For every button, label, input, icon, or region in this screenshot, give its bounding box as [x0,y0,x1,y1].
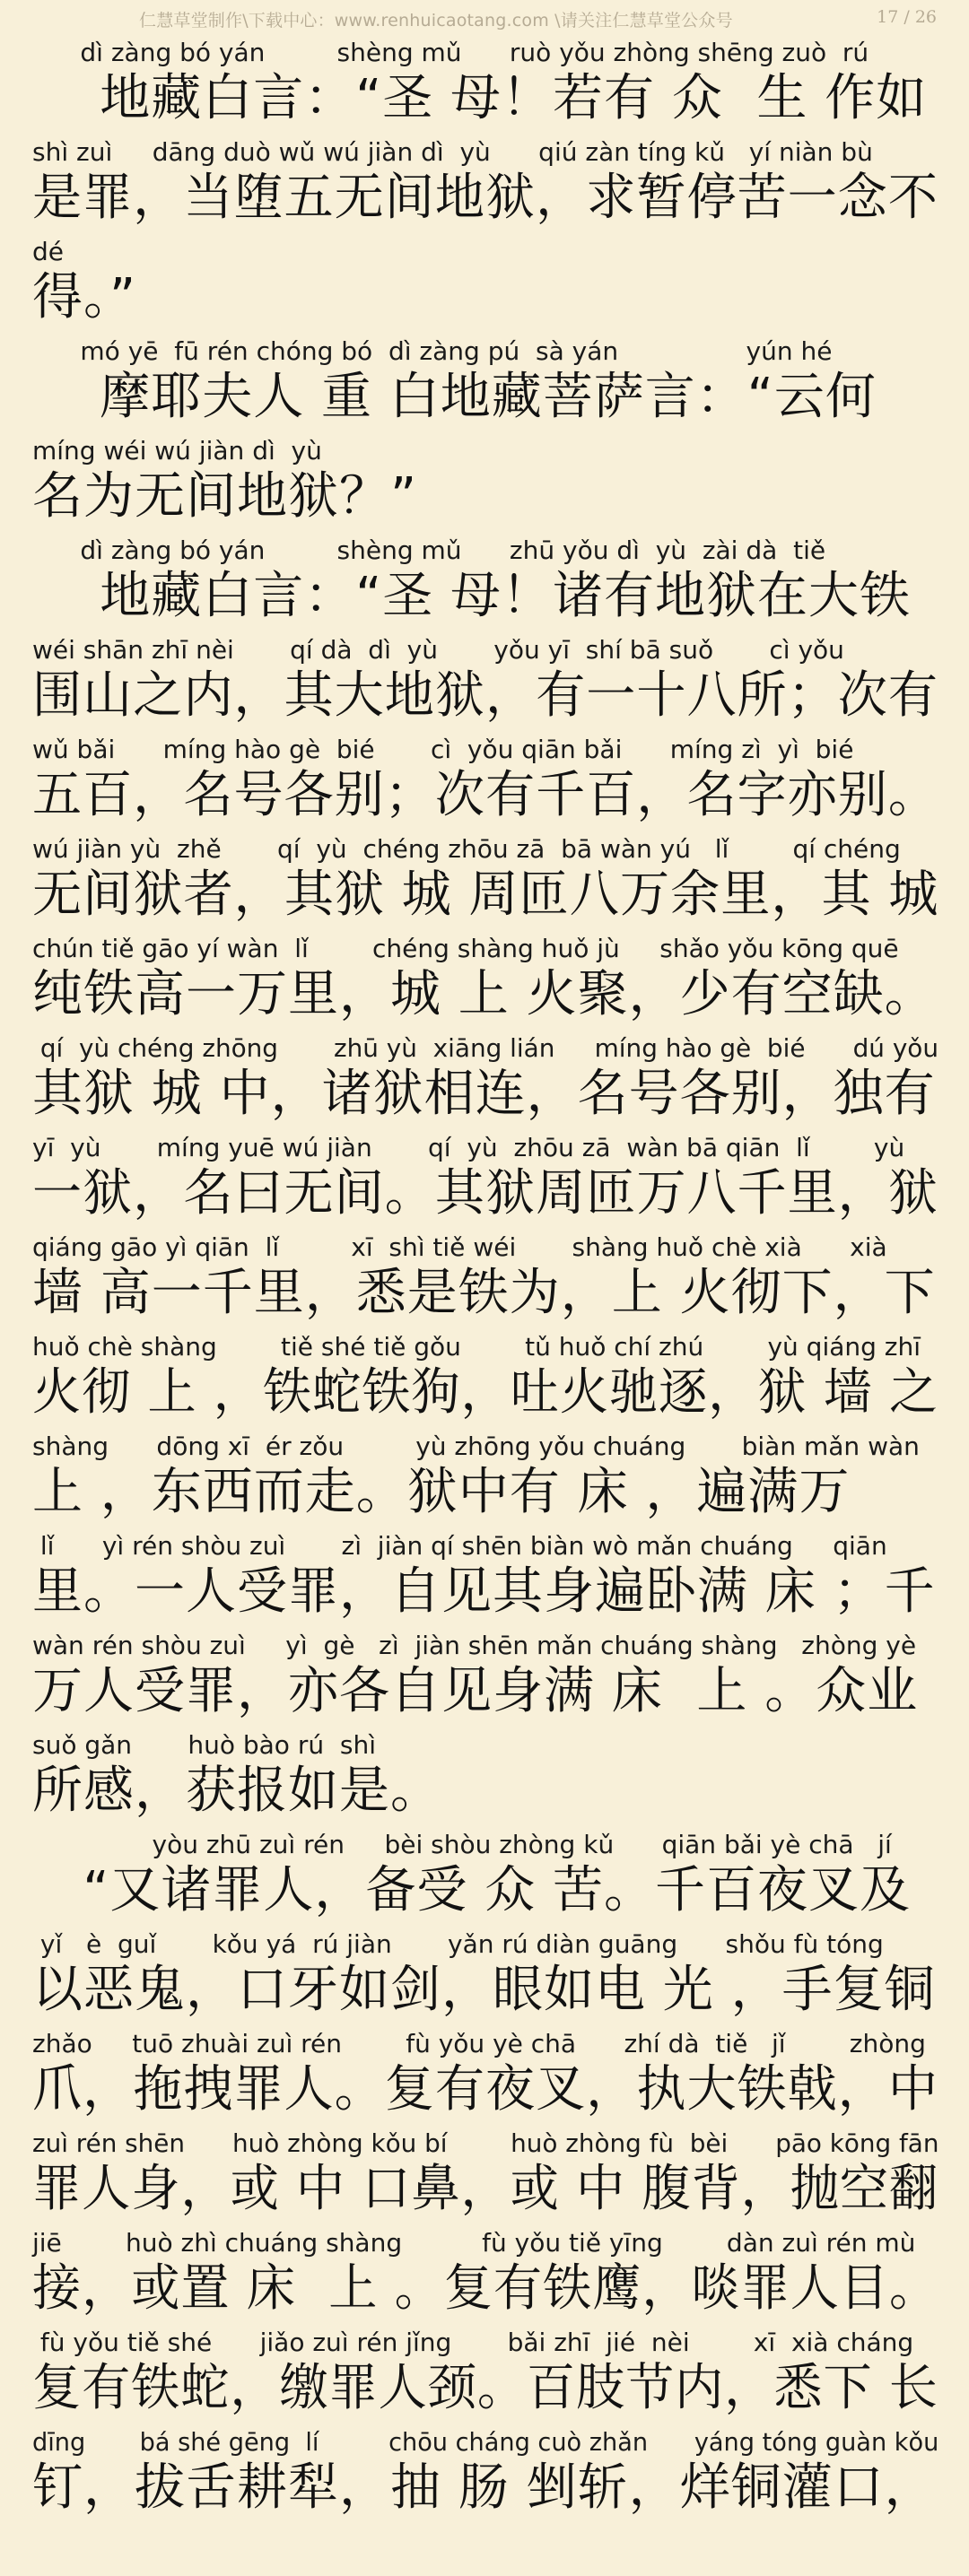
text-line [32,2127,938,2226]
text-line [32,932,938,1031]
hanzi-text: 五百，名号各别；次有千百，名字亦别。 [32,766,938,824]
text-line [32,733,938,832]
pinyin-annotation: wàn rén shòu zuì yì gè zì jiàn shēn mǎn chuáng shàng zhòng yè [32,1631,917,1660]
hanzi-text: 得。” [32,268,137,326]
hanzi-text: 以恶鬼，口牙如剑，眼如电 光 ，手复铜 [32,1961,936,2019]
text-line [32,2326,938,2425]
hanzi-text: “又诸罪人，备受 众 苦。千百夜叉及 [32,1861,912,1919]
text-line [32,1629,938,1728]
text-line [32,2226,938,2326]
hanzi-text: 一狱，名曰无间。其狱周匝万八千里，狱 [32,1164,938,1223]
pinyin-annotation: lǐ yì rén shòu zuì zì jiàn qí shēn biàn wò mǎn chuáng qiān [32,1531,887,1561]
page-header [0,0,969,39]
pinyin-annotation: shì zuì dāng duò wǔ wú jiàn dì yù qiú zàn tíng kǔ yí niàn bù [32,137,873,167]
pinyin-annotation: wéi shān zhī nèi qí dà dì yù yǒu yī shí bā suǒ cì yǒu [32,635,844,665]
pinyin-annotation: dīng bá shé gēng lí chōu cháng cuò zhǎn yáng tóng guàn kǒu [32,2427,939,2457]
text-line [32,2425,938,2525]
hanzi-text: 上 ，东西而走。狱中有 床 ，遍满万 [32,1463,851,1521]
hanzi-text: 复有铁蛇，缴罪人颈。百肢节内，悉下 长 [32,2359,938,2417]
pinyin-annotation: dì zàng bó yán shèng mǔ ruò yǒu zhòng shēng zuò rú [32,38,869,67]
pinyin-annotation: qí yù chéng zhōng zhū yù xiāng lián míng hào gè bié dú yǒu [32,1033,939,1063]
hanzi-text: 万人受罪，亦各自见身满 床 上 。众业 [32,1662,919,1720]
text-line [32,1131,938,1231]
hanzi-text: 火彻 上 ，铁蛇铁狗，吐火驰逐，狱 墙 之 [32,1363,939,1422]
pinyin-annotation: suǒ gǎn huò bào rú shì [32,1730,377,1760]
text-line [32,1031,938,1131]
pinyin-annotation: wǔ bǎi míng hào gè bié cì yǒu qiān bǎi míng zì yì bié [32,735,854,764]
text-line [32,633,938,733]
text-line [32,1728,938,1828]
hanzi-text: 接，或置 床 上 。复有铁鹰，啖罪人目。 [32,2259,939,2318]
text-line [32,1430,938,1529]
pinyin-annotation: yòu zhū zuì rén bèi shòu zhòng kǔ qiān bǎi yè chā jí [32,1830,892,1859]
pinyin-annotation: dé [32,237,64,266]
hanzi-text: 地藏白言：“圣 母！若有 众 生 作如 [32,69,928,127]
hanzi-text: 所感，获报如是。 [32,1762,441,1820]
pinyin-annotation: chún tiě gāo yí wàn lǐ chéng shàng huǒ jù shǎo yǒu kōng quē [32,934,899,963]
hanzi-text: 纯铁高一万里，城 上 火聚，少有空缺。 [32,965,936,1023]
text-line [32,1330,938,1430]
pinyin-annotation: huǒ chè shàng tiě shé tiě gǒu tǔ huǒ chí zhú yù qiáng zhī [32,1332,921,1362]
hanzi-text: 摩耶夫人 重 白地藏菩萨言：“云何 [32,368,877,426]
hanzi-text: 墙 高一千里，悉是铁为，上 火彻下，下 [32,1264,936,1322]
pinyin-annotation: yī yù míng yuē wú jiàn qí yù zhōu zā wàn bā qiān lǐ yù [32,1133,905,1162]
pinyin-annotation: shàng dōng xī ér zǒu yù zhōng yǒu chuáng biàn mǎn wàn [32,1432,920,1461]
hanzi-text: 其狱 城 中，诸狱相连，名号各别，独有 [32,1065,936,1123]
hanzi-text: 钉，拔舌耕犁，抽 肠 剉斩，烊铜灌口， [32,2459,936,2517]
page-number: 17 / 26 [877,7,937,27]
text-line [32,335,938,434]
hanzi-text: 是罪，当堕五无间地狱，求暂停苦一念不 [32,169,938,227]
hanzi-text: 无间狱者，其狱 城 周匝八万余里，其 城 [32,866,939,924]
text-line [32,36,938,135]
text-line [32,534,938,633]
text-line [32,832,938,932]
pinyin-annotation: qiáng gāo yì qiān lǐ xī shì tiě wéi shàng huǒ chè xià xià [32,1232,887,1262]
header-source-text: 仁慧草堂制作\下载中心：www.renhuicaotang.com \请关注仁慧草堂公众号 [139,11,733,30]
pinyin-annotation: wú jiàn yù zhě qí yù chéng zhōu zā bā wàn yú lǐ qí chéng [32,834,901,864]
text-line [32,2027,938,2127]
pinyin-annotation: mó yē fū rén chóng bó dì zàng pú sà yán yún hé [32,336,833,366]
pinyin-annotation: yǐ è guǐ kǒu yá rú jiàn yǎn rú diàn guāng shǒu fù tóng [32,1929,884,1959]
sutra-text-body [32,36,938,2525]
text-line [32,434,938,534]
pinyin-annotation: míng wéi wú jiàn dì yù [32,436,322,466]
hanzi-text: 里。一人受罪，自见其身遍卧满 床 ；千 [32,1562,936,1621]
pinyin-annotation: fù yǒu tiě shé jiǎo zuì rén jǐng bǎi zhī jié nèi xī xià cháng [32,2328,914,2357]
pinyin-annotation: jiē huò zhì chuáng shàng fù yǒu tiě yīng dàn zuì rén mù [32,2228,916,2258]
text-line [32,135,938,235]
text-line [32,1231,938,1330]
pinyin-annotation: zhǎo tuō zhuài zuì rén fù yǒu yè chā zhí dà tiě jǐ zhòng [32,2029,926,2058]
hanzi-text: 爪，拖拽罪人。复有夜叉，执大铁戟，中 [32,2060,938,2119]
hanzi-text: 地藏白言：“圣 母！诸有地狱在大铁 [32,567,912,625]
hanzi-text: 名为无间地狱？” [32,467,418,526]
text-line [32,1928,938,2027]
hanzi-text: 围山之内，其大地狱，有一十八所；次有 [32,666,938,725]
text-line [32,235,938,335]
text-line [32,1828,938,1928]
hanzi-text: 罪人身，或 中 口鼻，或 中 腹背，抛空翻 [32,2160,939,2218]
pinyin-annotation: dì zàng bó yán shèng mǔ zhū yǒu dì yù zài dà tiě [32,535,826,565]
text-line [32,1529,938,1629]
pinyin-annotation: zuì rén shēn huò zhòng kǒu bí huò zhòng fù bèi pāo kōng fān [32,2128,939,2158]
